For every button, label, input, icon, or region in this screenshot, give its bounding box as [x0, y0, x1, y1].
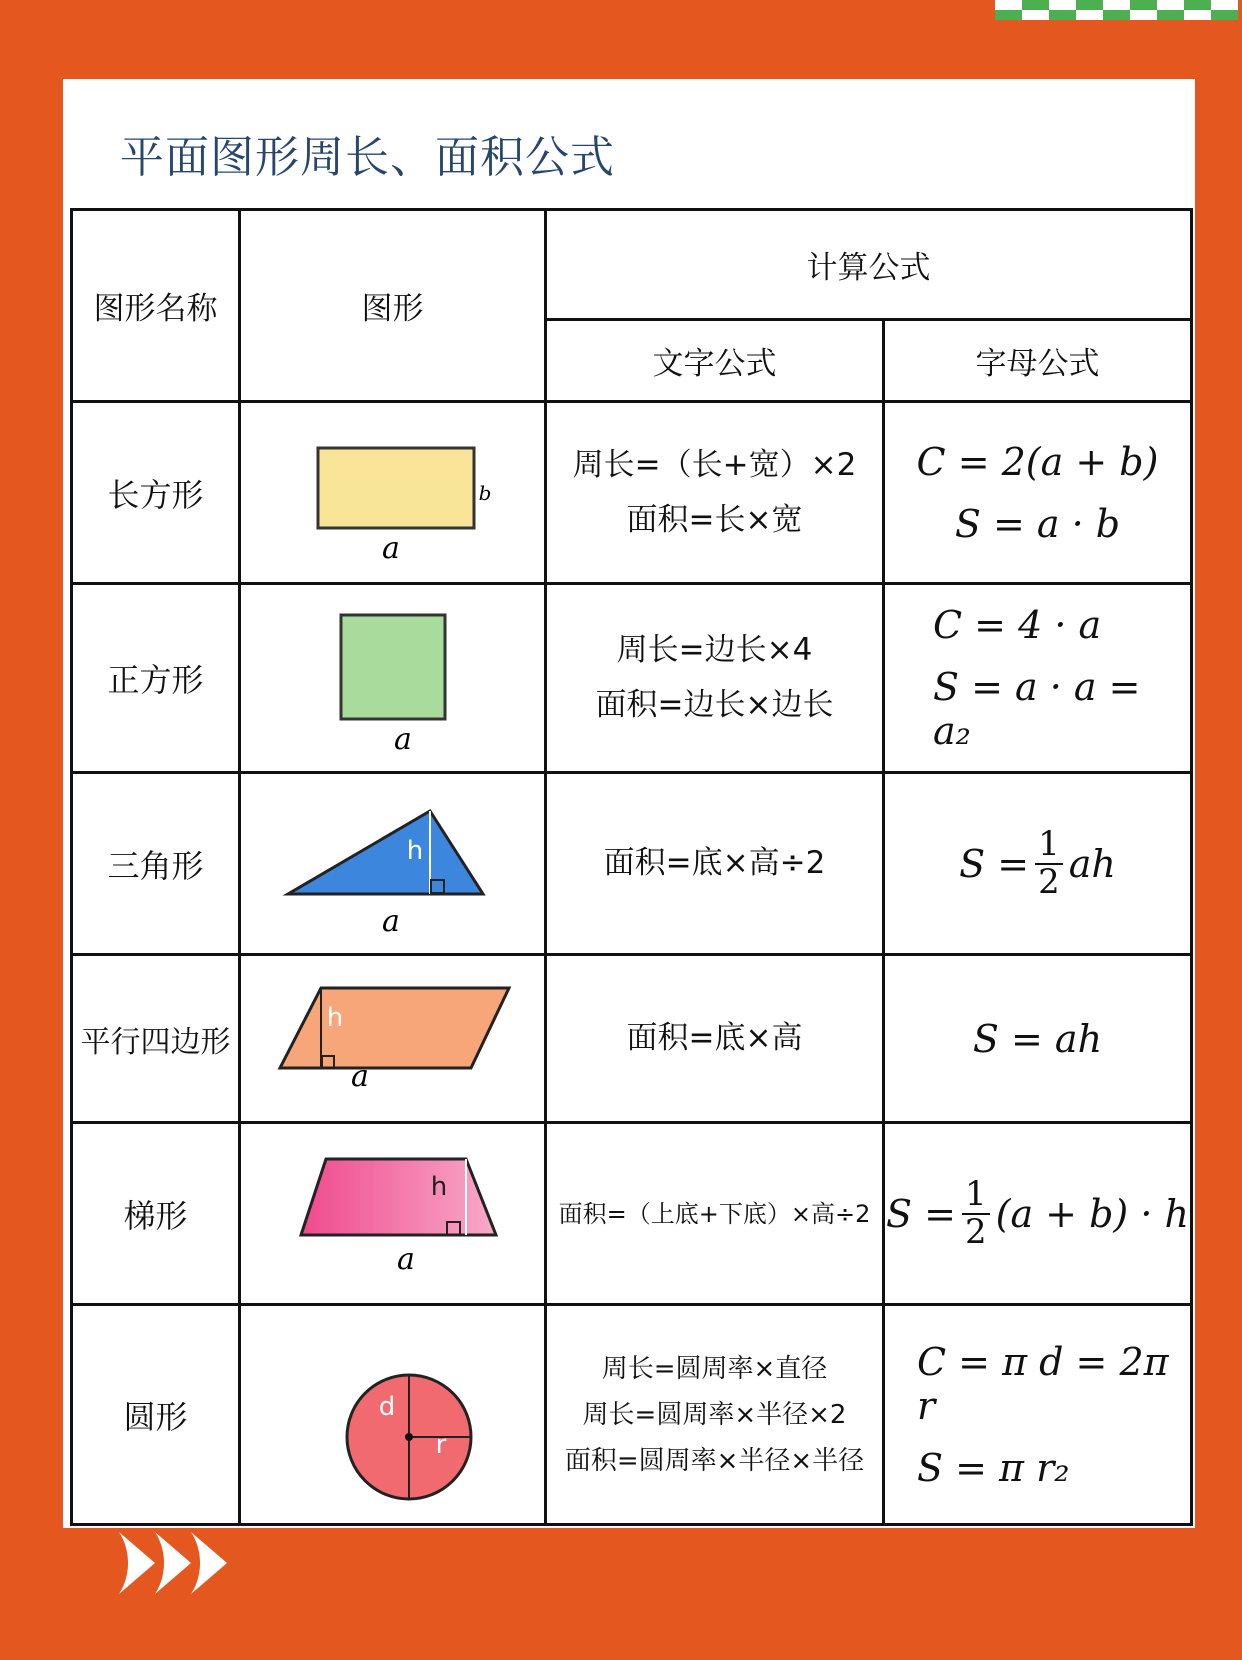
text-formula-line: 周长=圆周率×直径	[601, 1353, 828, 1384]
shape-name: 长方形	[72, 402, 240, 584]
fraction	[1035, 823, 1063, 902]
formula-rhs: (a + b) · h	[995, 1191, 1189, 1236]
label-a: a	[381, 530, 400, 566]
letter-formula	[884, 1305, 1192, 1525]
shape-name: 圆形	[72, 1305, 240, 1525]
letter-formula-line: S = π r₂	[917, 1445, 1070, 1490]
letter-formula	[884, 1123, 1192, 1305]
table-row	[72, 773, 1192, 955]
fraction-formula	[959, 823, 1116, 902]
denominator: 2	[964, 1211, 987, 1252]
shape-name: 平行四边形	[72, 955, 240, 1123]
fraction	[962, 1173, 990, 1252]
shape-name: 三角形	[72, 773, 240, 955]
text-formula-line: 面积=边长×边长	[595, 687, 834, 723]
letter-formula-line: C = 2(a + b)	[916, 439, 1159, 484]
label-h: h	[406, 835, 423, 866]
formula-table	[70, 208, 1193, 1526]
letter-formula-line: S = ah	[972, 1016, 1103, 1061]
label-b: b	[478, 480, 491, 505]
text-formula-line: 周长=圆周率×半径×2	[582, 1399, 847, 1430]
text-formula	[546, 1305, 884, 1525]
shape-figure-cell	[240, 1305, 546, 1525]
header-letter-formula: 字母公式	[884, 320, 1192, 402]
rectangle-shape	[318, 448, 474, 528]
label-h: h	[326, 1002, 343, 1033]
letter-formula-line: C = 4 · a	[933, 603, 1102, 647]
formula-rhs: ah	[1068, 841, 1116, 886]
text-formula	[546, 1123, 884, 1305]
parallelogram-figure	[263, 974, 523, 1104]
label-d: d	[378, 1391, 395, 1422]
trapezoid-figure	[263, 1139, 523, 1289]
denominator: 2	[1038, 861, 1060, 902]
text-formula-line: 面积=圆周率×半径×半径	[564, 1445, 865, 1476]
table-row	[72, 584, 1192, 773]
triangle-shape	[288, 811, 483, 894]
letter-formula	[884, 955, 1192, 1123]
formula-lhs: S =	[959, 841, 1030, 886]
table-row	[72, 402, 1192, 584]
shape-figure-cell	[240, 584, 546, 773]
shape-figure-cell	[240, 773, 546, 955]
shape-figure-cell	[240, 955, 546, 1123]
text-formula-line: 面积=（上底+下底）×高÷2	[558, 1199, 871, 1228]
center-point	[405, 1433, 413, 1441]
shape-name: 梯形	[72, 1123, 240, 1305]
label-a: a	[350, 1058, 369, 1094]
fraction-formula	[886, 1173, 1189, 1252]
header-formula: 计算公式	[546, 210, 1192, 320]
content-card	[63, 79, 1195, 1528]
page-title: 平面图形周长、面积公式	[120, 132, 615, 183]
text-formula	[546, 584, 884, 773]
text-formula	[546, 773, 884, 955]
triangle-figure	[263, 789, 523, 939]
shape-figure-cell	[240, 402, 546, 584]
letter-formula	[884, 402, 1192, 584]
header-shape-name: 图形名称	[72, 210, 240, 402]
header-shape: 图形	[240, 210, 546, 402]
text-formula	[546, 402, 884, 584]
shape-name: 正方形	[72, 584, 240, 773]
table-row	[72, 1123, 1192, 1305]
square-shape	[341, 615, 445, 719]
table-row	[72, 955, 1192, 1123]
text-formula-line: 周长=边长×4	[616, 632, 813, 668]
letter-formula	[884, 773, 1192, 955]
numerator: 1	[962, 1177, 990, 1215]
label-r: r	[435, 1429, 446, 1460]
letter-formula-line: S = a · b	[954, 501, 1121, 546]
numerator: 1	[1035, 827, 1063, 865]
square-figure	[263, 603, 523, 753]
header-text-formula: 文字公式	[546, 320, 884, 402]
text-formula	[546, 955, 884, 1123]
text-formula-line: 面积=长×宽	[626, 501, 803, 538]
rectangle-figure	[263, 418, 523, 568]
text-formula-line: 面积=底×高÷2	[603, 845, 826, 881]
letter-formula-line: S = a · a = a₂	[933, 665, 1141, 753]
label-a: a	[393, 722, 412, 753]
text-formula-line: 周长=（长+宽）×2	[572, 446, 857, 483]
label-a: a	[396, 1241, 415, 1277]
letter-formula	[884, 584, 1192, 773]
table-row	[72, 1305, 1192, 1525]
label-a: a	[381, 903, 400, 939]
circle-figure	[263, 1325, 523, 1505]
label-h: h	[430, 1171, 447, 1202]
text-formula-line: 面积=底×高	[626, 1020, 803, 1056]
parallelogram-shape	[280, 988, 509, 1068]
checker-decoration	[995, 0, 1242, 20]
shape-figure-cell	[240, 1123, 546, 1305]
formula-lhs: S =	[886, 1191, 956, 1236]
triple-arrow-icon	[117, 1530, 229, 1596]
letter-formula-line: C = π d = 2π r	[917, 1339, 1169, 1428]
